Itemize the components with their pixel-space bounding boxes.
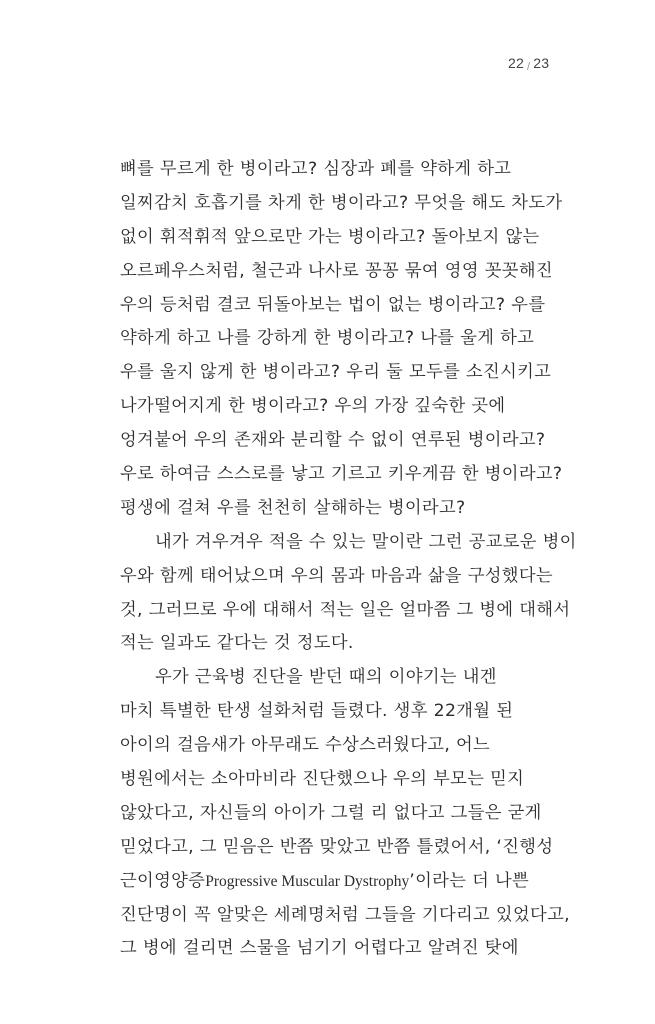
english-term: Progressive Muscular Dystrophy [205, 872, 410, 890]
text-line: 그 병에 걸리면 스물을 넘기기 어렵다고 알려진 탓에 [120, 938, 519, 959]
text-line: 아이의 걸음새가 아무래도 수상스러웠다고, 어느 [120, 735, 491, 756]
text-line: 나가떨어지게 한 병이라고? 우의 가장 깊숙한 곳에 [120, 396, 506, 417]
text-line: 평생에 걸쳐 우를 천천히 살해하는 병이라고? [120, 497, 466, 518]
korean-term: 근이영양증 [120, 870, 206, 891]
text-line: 병원에서는 소아마비라 진단했으나 우의 부모는 믿지 [120, 769, 525, 790]
text-line: 없이 휘적휘적 앞으로만 가는 병이라고? 돌아보지 않는 [120, 226, 540, 247]
text-line-with-term [120, 865, 590, 899]
text-line: 우와 함께 태어났으며 우의 몸과 마음과 삶을 구성했다는 [120, 565, 553, 586]
text-line: 우의 등처럼 결코 뒤돌아보는 법이 없는 병이라고? 우를 [120, 294, 546, 315]
text-after-term: ’이라는 더 나쁜 [409, 870, 530, 891]
text-line: 엉겨붙어 우의 존재와 분리할 수 없이 연루된 병이라고? [120, 430, 546, 451]
text-line: 것, 그러므로 우에 대해서 적는 일은 얼마쯤 그 병에 대해서 [120, 599, 571, 620]
text-line: 믿었다고, 그 믿음은 반쯤 맞았고 반쯤 틀렸어서, ‘진행성 [120, 836, 554, 857]
text-line: 오르페우스처럼, 철근과 나사로 꽁꽁 묶여 영영 꼿꼿해진 [120, 260, 553, 281]
body-text [120, 153, 590, 966]
paragraph-start-line: 우가 근육병 진단을 받던 때의 이야기는 내겐 [155, 667, 497, 688]
text-line: 진단명이 꼭 알맞은 세례명처럼 그들을 기다리고 있었다고, [120, 904, 570, 925]
text-line: 약하게 하고 나를 강하게 한 병이라고? 나를 울게 하고 [120, 328, 535, 349]
paragraph-start-line: 내가 겨우겨우 적을 수 있는 말이란 그런 공교로운 병이 [155, 531, 577, 552]
text-line: 마치 특별한 탄생 설화처럼 들렸다. 생후 22개월 된 [120, 701, 514, 722]
page-separator: / [526, 61, 531, 73]
text-line: 뼈를 무르게 한 병이라고? 심장과 폐를 약하게 하고 [120, 159, 512, 179]
text-line: 우로 하여금 스스로를 낳고 기르고 키우게끔 한 병이라고? [120, 464, 563, 485]
page-number [508, 55, 549, 71]
text-line: 적는 일과도 같다는 것 정도다. [120, 633, 354, 654]
page-total: 23 [533, 55, 550, 71]
text-line: 않았다고, 자신들의 아이가 그럴 리 없다고 그들은 굳게 [120, 802, 542, 823]
text-line: 우를 울지 않게 한 병이라고? 우리 둘 모두를 소진시키고 [120, 362, 552, 383]
page-current: 22 [508, 55, 524, 71]
text-line: 일찌감치 호흡기를 차게 한 병이라고? 무엇을 해도 차도가 [120, 192, 563, 213]
